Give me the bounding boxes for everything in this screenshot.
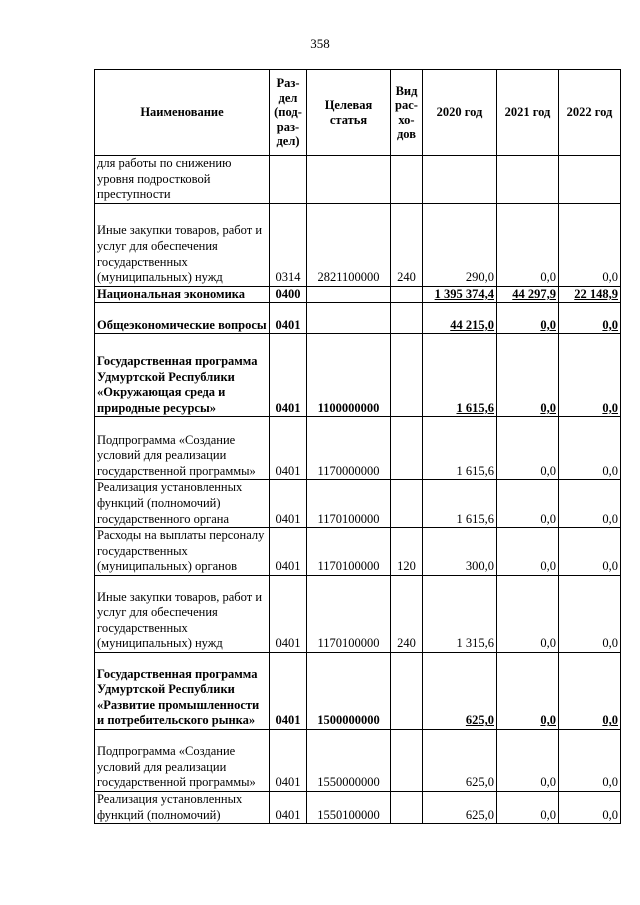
cell-name: для работы по снижению уровня подростковой преступности	[95, 156, 270, 204]
cell-2020: 300,0	[423, 528, 497, 576]
header-2021: 2021 год	[497, 70, 559, 156]
cell-target: 1170100000	[307, 575, 391, 652]
cell-2021: 0,0	[497, 528, 559, 576]
cell-2022: 0,0	[559, 791, 621, 823]
cell-target: 2821100000	[307, 203, 391, 286]
cell-2022	[559, 156, 621, 204]
cell-2022: 0,0	[559, 575, 621, 652]
cell-2020: 625,0	[423, 729, 497, 791]
cell-2020: 1 615,6	[423, 480, 497, 528]
cell-2022: 0,0	[559, 652, 621, 729]
cell-section: 0401	[270, 652, 307, 729]
cell-2021	[497, 156, 559, 204]
table-row	[95, 303, 621, 334]
cell-name: Общеэкономические вопросы	[95, 303, 270, 334]
cell-expense-type: 240	[391, 203, 423, 286]
cell-target: 1550000000	[307, 729, 391, 791]
cell-section: 0401	[270, 417, 307, 480]
cell-2022: 0,0	[559, 528, 621, 576]
cell-target: 1170000000	[307, 417, 391, 480]
cell-section: 0401	[270, 334, 307, 417]
cell-2021: 0,0	[497, 652, 559, 729]
cell-target: 1100000000	[307, 334, 391, 417]
cell-2020: 44 215,0	[423, 303, 497, 334]
cell-target	[307, 286, 391, 303]
cell-2020	[423, 156, 497, 204]
header-name: Наименование	[95, 70, 270, 156]
header-expense-type: Вид рас- хо- дов	[391, 70, 423, 156]
cell-section	[270, 156, 307, 204]
cell-2020: 1 315,6	[423, 575, 497, 652]
table-row	[95, 417, 621, 480]
cell-2020: 1 615,6	[423, 417, 497, 480]
cell-expense-type	[391, 286, 423, 303]
cell-section: 0401	[270, 528, 307, 576]
cell-expense-type	[391, 303, 423, 334]
cell-2021: 0,0	[497, 303, 559, 334]
cell-2020: 290,0	[423, 203, 497, 286]
header-2020: 2020 год	[423, 70, 497, 156]
cell-expense-type	[391, 791, 423, 823]
cell-section: 0314	[270, 203, 307, 286]
cell-expense-type	[391, 334, 423, 417]
cell-target	[307, 156, 391, 204]
cell-name: Подпрограмма «Создание условий для реализации государственной программы»	[95, 417, 270, 480]
header-2022: 2022 год	[559, 70, 621, 156]
cell-2022: 0,0	[559, 729, 621, 791]
cell-expense-type	[391, 652, 423, 729]
cell-expense-type: 120	[391, 528, 423, 576]
cell-section: 0401	[270, 303, 307, 334]
table-row	[95, 203, 621, 286]
table-row	[95, 286, 621, 303]
table-row	[95, 575, 621, 652]
cell-name: Иные закупки товаров, работ и услуг для обеспечения государственных (муниципальных) нужд	[95, 575, 270, 652]
cell-name: Расходы на выплаты персоналу государственных (муниципальных) органов	[95, 528, 270, 576]
cell-2022: 0,0	[559, 480, 621, 528]
cell-target: 1170100000	[307, 528, 391, 576]
cell-name: Подпрограмма «Создание условий для реализации государственной программы»	[95, 729, 270, 791]
cell-name: Реализация установленных функций (полномочий)	[95, 791, 270, 823]
cell-2020: 625,0	[423, 652, 497, 729]
cell-2022: 0,0	[559, 417, 621, 480]
cell-2021: 44 297,9	[497, 286, 559, 303]
cell-name: Реализация установленных функций (полномочий) государственного органа	[95, 480, 270, 528]
cell-2021: 0,0	[497, 203, 559, 286]
cell-expense-type: 240	[391, 575, 423, 652]
cell-name: Государственная программа Удмуртской Республики «Окружающая среда и природные ресурсы»	[95, 334, 270, 417]
cell-section: 0401	[270, 729, 307, 791]
table-row	[95, 480, 621, 528]
cell-2020: 1 615,6	[423, 334, 497, 417]
cell-target	[307, 303, 391, 334]
table-row	[95, 791, 621, 823]
table-row	[95, 156, 621, 204]
cell-name: Национальная экономика	[95, 286, 270, 303]
cell-name: Государственная программа Удмуртской Республики «Развитие промышленности и потребительского рынка»	[95, 652, 270, 729]
table-row	[95, 334, 621, 417]
cell-2020: 1 395 374,4	[423, 286, 497, 303]
cell-name: Иные закупки товаров, работ и услуг для обеспечения государственных (муниципальных) нужд	[95, 203, 270, 286]
cell-2022: 0,0	[559, 303, 621, 334]
table-row	[95, 729, 621, 791]
cell-expense-type	[391, 156, 423, 204]
cell-expense-type	[391, 480, 423, 528]
cell-target: 1550100000	[307, 791, 391, 823]
header-row	[95, 70, 621, 156]
table-row	[95, 652, 621, 729]
cell-expense-type	[391, 729, 423, 791]
budget-table	[94, 69, 621, 824]
cell-2022: 0,0	[559, 334, 621, 417]
cell-section: 0401	[270, 480, 307, 528]
cell-2021: 0,0	[497, 334, 559, 417]
cell-2021: 0,0	[497, 729, 559, 791]
cell-section: 0401	[270, 575, 307, 652]
cell-2021: 0,0	[497, 575, 559, 652]
cell-target: 1170100000	[307, 480, 391, 528]
cell-target: 1500000000	[307, 652, 391, 729]
cell-expense-type	[391, 417, 423, 480]
cell-section: 0400	[270, 286, 307, 303]
table-row	[95, 528, 621, 576]
header-section: Раз- дел (под- раз- дел)	[270, 70, 307, 156]
cell-2021: 0,0	[497, 417, 559, 480]
header-target: Целевая статья	[307, 70, 391, 156]
cell-section: 0401	[270, 791, 307, 823]
cell-2021: 0,0	[497, 791, 559, 823]
cell-2021: 0,0	[497, 480, 559, 528]
cell-2022: 0,0	[559, 203, 621, 286]
cell-2020: 625,0	[423, 791, 497, 823]
cell-2022: 22 148,9	[559, 286, 621, 303]
page-number: 358	[310, 36, 330, 51]
